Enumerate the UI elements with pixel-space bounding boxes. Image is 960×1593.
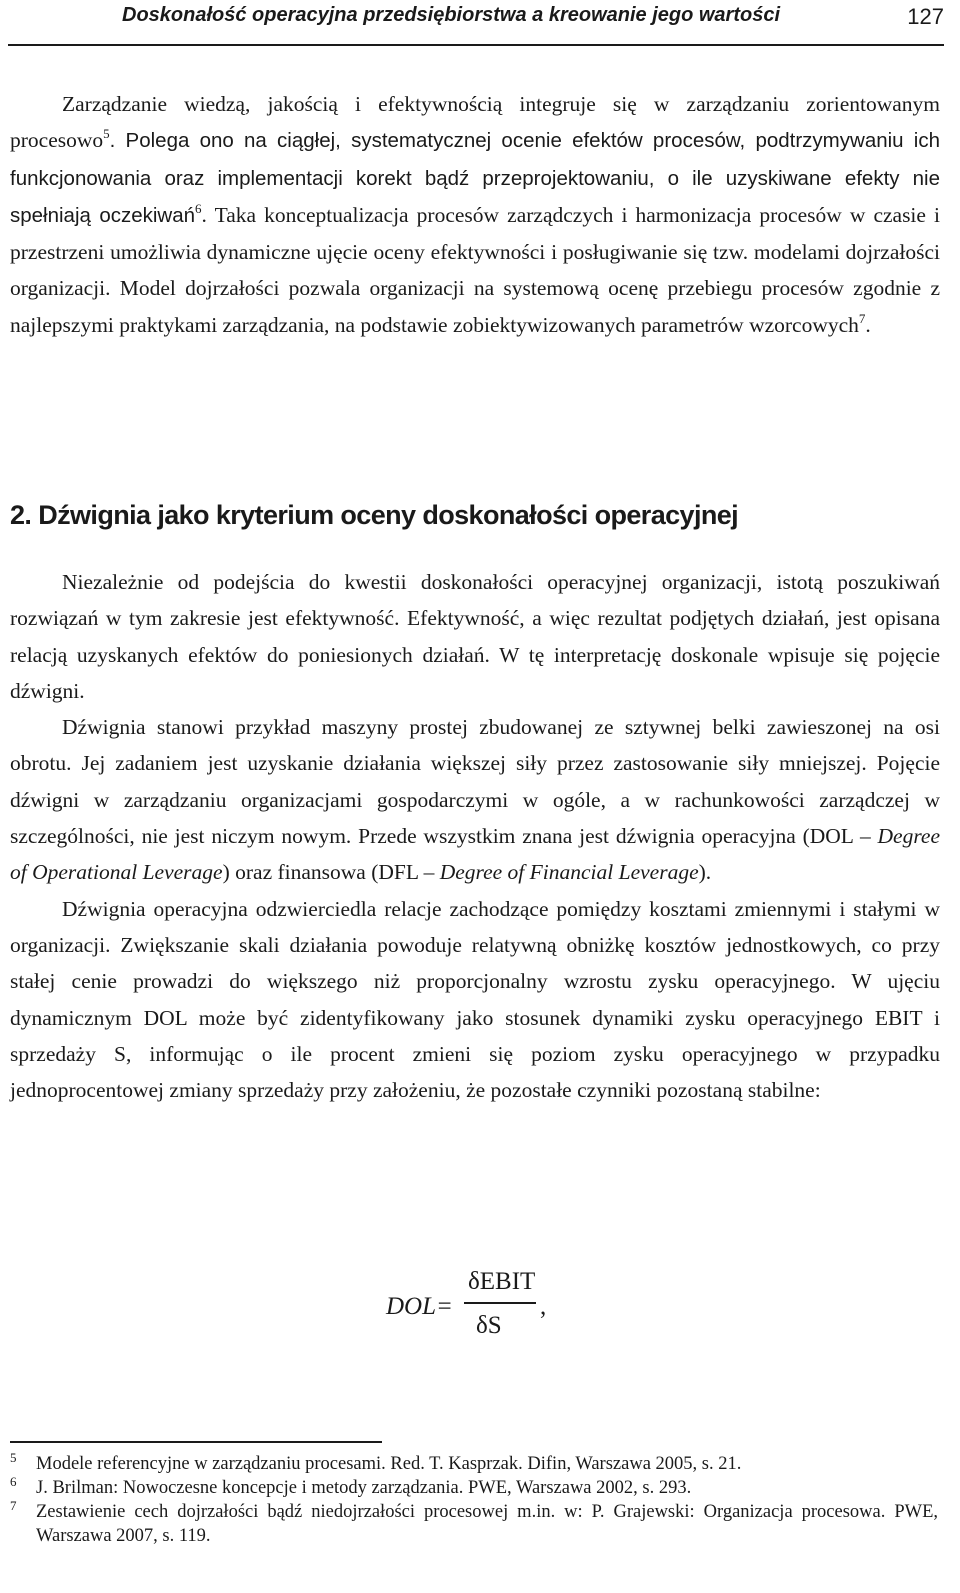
footnote-number: 7 — [10, 1498, 17, 1513]
running-header — [8, 0, 944, 46]
formula-lhs: DOL= — [386, 1293, 453, 1320]
footnote-5 — [10, 1452, 938, 1476]
footnote-ref-7[interactable]: 7 — [858, 310, 866, 326]
intro-sentence-3: . Taka konceptualizacja procesów zarządczych i harmonizacja procesów w czasie i przestrzeni umożliwia dynamiczne ujęcie oceny efektywności i posługiwanie się tzw. modelami dojrzałości organizacji. Model dojrzałości pozwala organizacji na systemową ocenę przebiegu procesów zgodnie z najlepszymi praktykami zarządzania, na podstawie zobiektywizowanych parametrów wzorcowych — [10, 202, 941, 337]
formula-denominator: δS — [476, 1312, 502, 1339]
footnote-text: Zestawienie cech dojrzałości bądź niedojrzałości procesowej m.in. w: P. Grajewski: Organizacja procesowa. PWE, Warszawa 2007, s. 119. — [36, 1502, 938, 1546]
paragraph-lever-text: Dźwignia stanowi przykład maszyny prostej zbudowanej ze sztywnej belki zawieszonej na osi obrotu. Jej zadaniem jest uzyskanie działania większej siły przez zastosowanie siły mniejszej. Pojęcie dźwigni w zarządzaniu organizacjami gospodarczymi w ogóle, a w rachunkowości zarządczej w szczególności, nie jest niczym nowym. Przede wszystkim znana jest dźwignia operacyjna (DOL – — [10, 715, 940, 849]
fraction-bar — [464, 1302, 536, 1304]
footnote-ref-5[interactable]: 5 — [103, 126, 110, 142]
paragraph-efficiency: Niezależnie od podejścia do kwestii doskonałości operacyjnej organizacji, istotą poszukiwań rozwiązań w tym zakresie jest efektywność. Efektywność, a więc rezultat podjętych działań, jest opisana relacją uzyskanych efektów do poniesionych działań. W tę interpretację doskonale wpisuje się pojęcie dźwigni. — [10, 570, 940, 703]
intro-sentence-2: . Polega ono na ciągłej, systematycznej ocenie efektów procesów, podtrzymywaniu ich funkcjonowania oraz implementacji korekt bądź przeprojektowaniu, o ile uzyskiwane efekty nie spełniają oczekiwań — [10, 129, 940, 227]
formula-comma: , — [540, 1293, 547, 1320]
footnote-ref-6[interactable]: 6 — [195, 200, 202, 216]
footnote-number: 6 — [10, 1474, 17, 1489]
paragraph-lever-text-2: ) oraz finansowa (DFL – — [222, 860, 440, 885]
dol-term: Degree of Operational Leverage — [10, 824, 940, 885]
section-body — [10, 564, 940, 1108]
dfl-term: Degree of Financial Leverage — [439, 860, 699, 885]
footnote-text: Modele referencyjne w zarządzaniu procesami. Red. T. Kasprzak. Difin, Warszawa 2005, s. 21. — [36, 1454, 742, 1474]
footnote-6 — [10, 1476, 938, 1500]
dol-formula — [386, 1268, 586, 1348]
footnote-number: 5 — [10, 1450, 17, 1465]
intro-sentence-4: . — [865, 312, 871, 337]
intro-text — [10, 86, 940, 343]
intro-sentence-1: Zarządzanie wiedzą, jakością i efektywnością integruje się w zarządzaniu zorientowanym procesowo — [10, 92, 940, 153]
footnote-7 — [10, 1500, 938, 1548]
paragraph-lever — [10, 709, 940, 890]
paragraph-operating-leverage: Dźwignia operacyjna odzwierciedla relacje zachodzące pomiędzy kosztami zmiennymi i stałymi w organizacji. Zwiększanie skali działania powoduje relatywną obniżkę kosztów jednostkowych, co przy stałej cenie prowadzi do większego niż proporcjonalny wzrostu zysku operacyjnego. W ujęciu dynamicznym DOL może być zidentyfikowany jako stosunek dynamiki zysku operacyjnego EBIT i sprzedaży S, informując o ile procent zmieni się poziom zysku operacyjnego w przypadku jednoprocentowej zmiany sprzedaży przy założeniu, że pozostałe czynniki pozostaną stabilne: — [10, 896, 940, 1103]
page-number: 127 — [907, 4, 944, 29]
footnotes — [10, 1452, 938, 1548]
running-title: Doskonałość operacyjna przedsiębiorstwa a kreowanie jego wartości — [122, 4, 781, 26]
paragraph-lever-end: ). — [698, 860, 712, 885]
intro-paragraph — [10, 86, 940, 343]
section-heading: 2. Dźwignia jako kryterium oceny doskonałości operacyjnej — [10, 500, 739, 530]
footnote-divider — [10, 1441, 382, 1443]
footnote-text: J. Brilman: Nowoczesne koncepcje i metody zarządzania. PWE, Warszawa 2002, s. 293. — [36, 1478, 692, 1498]
formula-numerator: δEBIT — [468, 1268, 536, 1295]
